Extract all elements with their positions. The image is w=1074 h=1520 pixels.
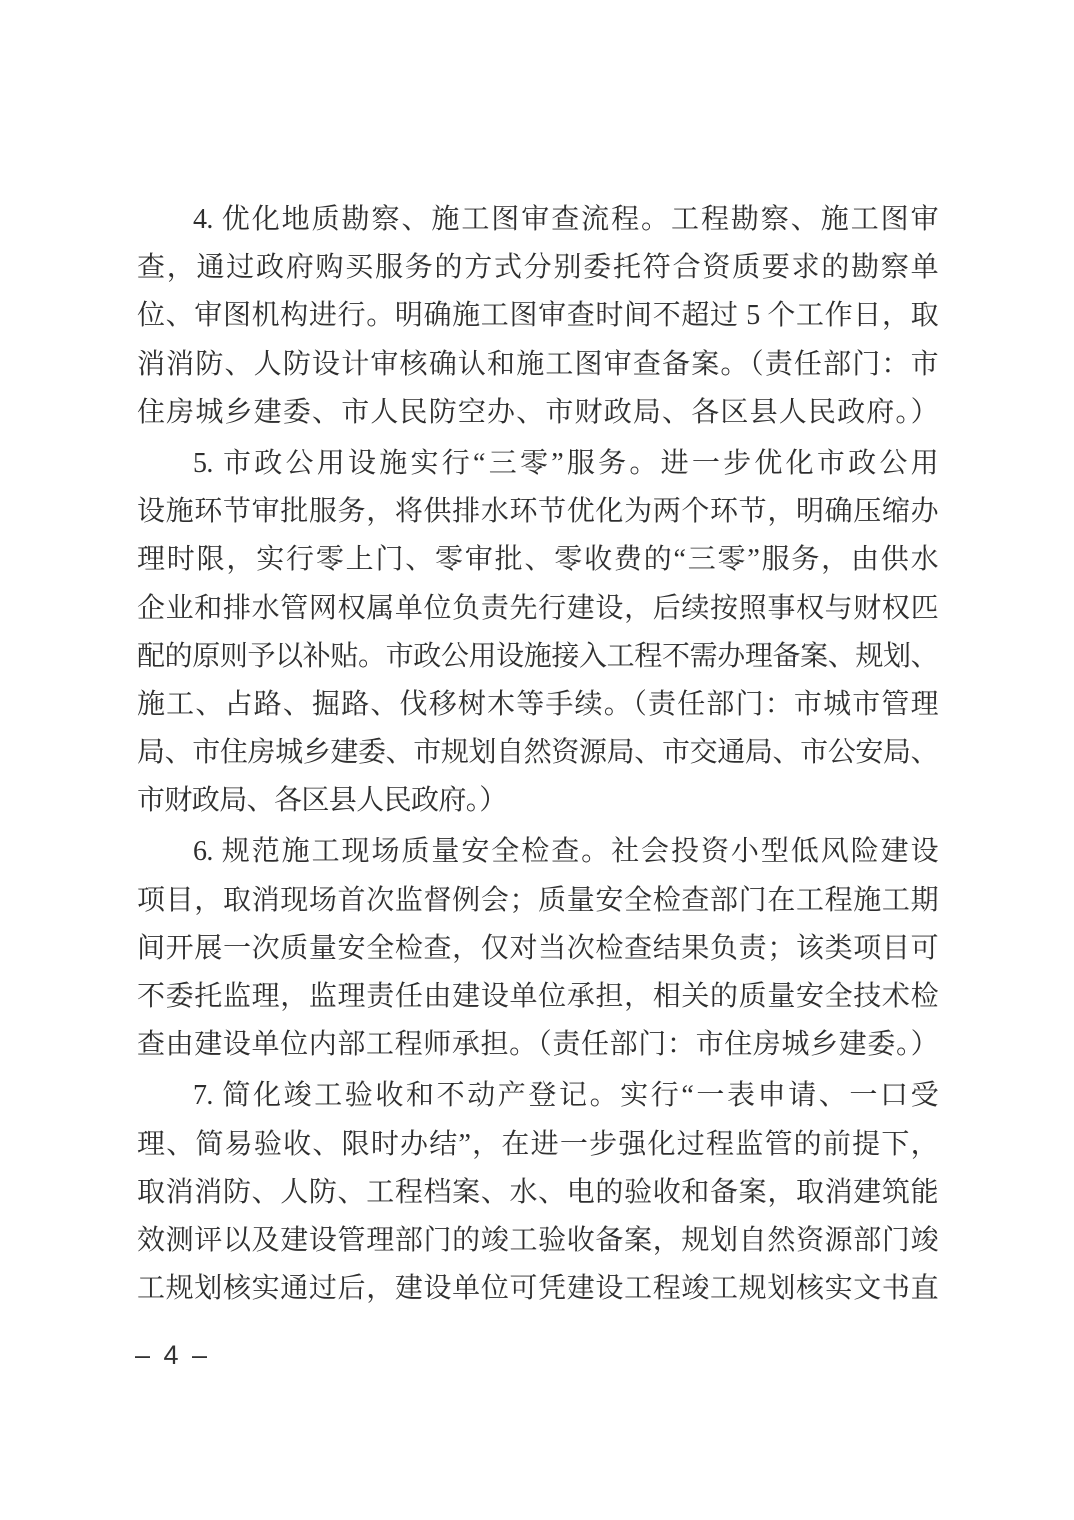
text-line: 4. 优化地质勘察、施工图审查流程。工程勘察、施工图审 [193, 204, 938, 235]
text-line: 市财政局、各区县人民政府。） [137, 785, 507, 817]
text-line: 消消防、人防设计审核确认和施工图审查备案。（责任部门：市 [137, 348, 938, 380]
text-line: 设施环节审批服务，将供排水环节优化为两个环节，明确压缩办 [137, 496, 938, 528]
paragraph-item-7 [137, 1072, 938, 1313]
text-line: 6. 规范施工现场质量安全检查。社会投资小型低风险建设 [193, 836, 938, 868]
text-line: 间开展一次质量安全检查，仅对当次检查结果负责；该类项目可 [137, 932, 938, 964]
text-line: 企业和排水管网权属单位负责先行建设，后续按照事权与财权匹 [137, 592, 938, 624]
text-line: 查，通过政府购买服务的方式分别委托符合资质要求的勘察单 [137, 252, 938, 284]
text-line: 局、市住房城乡建委、市规划自然资源局、市交通局、市公安局、 [137, 737, 938, 769]
text-line: 施工、占路、掘路、伐移树木等手续。（责任部门：市城市管理 [137, 688, 938, 720]
text-line: 7. 简化竣工验收和不动产登记。实行“一表申请、一口受 [193, 1080, 938, 1112]
text-line: 项目，取消现场首次监督例会；质量安全检查部门在工程施工期 [137, 884, 938, 916]
text-line: 位、审图机构进行。明确施工图审查时间不超过 5 个工作日，取 [137, 300, 938, 332]
page-number: – 4 – [135, 1340, 211, 1370]
text-line: 工规划核实通过后，建设单位可凭建设工程竣工规划核实文书直 [137, 1273, 938, 1305]
text-line: 理时限，实行零上门、零审批、零收费的“三零”服务，由供水 [137, 544, 938, 576]
paragraph-item-6 [137, 828, 938, 1069]
text-line: 查由建设单位内部工程师承担。（责任部门：市住房城乡建委。） [137, 1029, 938, 1061]
document-body [137, 196, 938, 1313]
text-line: 住房城乡建委、市人民防空办、市财政局、各区县人民政府。） [137, 396, 938, 428]
text-line: 理、简易验收、限时办结”，在进一步强化过程监管的前提下， [137, 1128, 938, 1160]
paragraph-item-5 [137, 440, 938, 826]
text-line: 效测评以及建设管理部门的竣工验收备案，规划自然资源部门竣 [137, 1224, 938, 1256]
text-line: 取消消防、人防、工程档案、水、电的验收和备案，取消建筑能 [137, 1176, 938, 1208]
text-line: 配的原则予以补贴。市政公用设施接入工程不需办理备案、规划、 [137, 640, 938, 672]
paragraph-item-4 [137, 196, 938, 437]
text-line: 5. 市政公用设施实行“三零”服务。进一步优化市政公用 [193, 447, 938, 479]
text-line: 不委托监理，监理责任由建设单位承担，相关的质量安全技术检 [137, 981, 938, 1012]
